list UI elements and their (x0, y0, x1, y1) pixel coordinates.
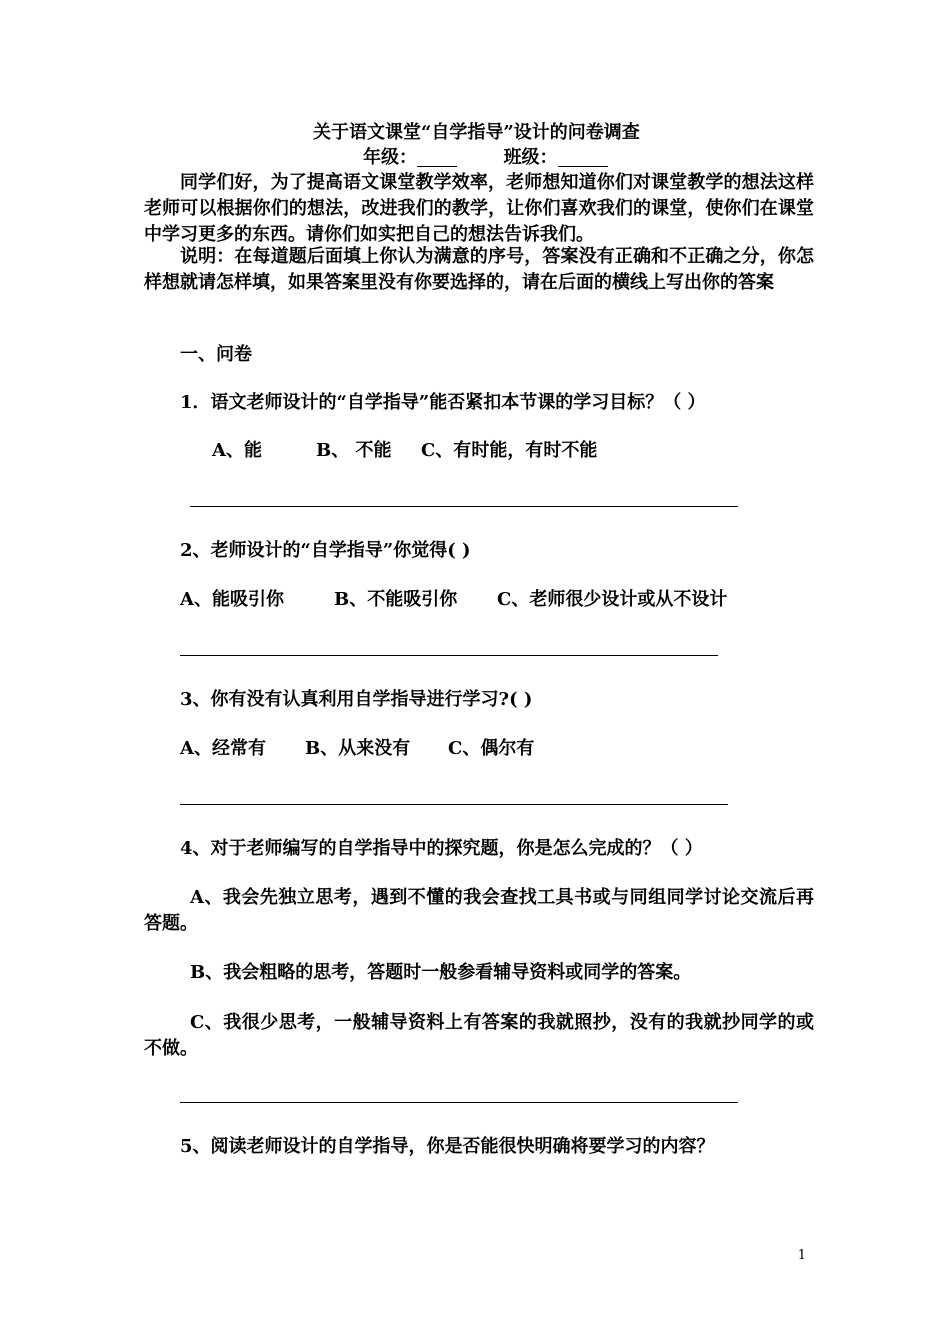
question-4: 4、对于老师编写的自学指导中的探究题，你是怎么完成的？（ ） (180, 838, 703, 859)
question-3: 3、你有没有认真利用自学指导进行学习?( ) (180, 689, 533, 710)
q4-option-a: A、我会先独立思考，遇到不懂的我会查找工具书或与同组同学讨论交流后再答题。 (144, 887, 814, 934)
q2-option-c: C、老师很少设计或从不设计 (497, 589, 728, 610)
q2-answer-line[interactable] (180, 655, 718, 656)
q3-option-a: A、经常有 (180, 738, 266, 759)
question-5: 5、阅读老师设计的自学指导，你是否能很快明确将要学习的内容？ (180, 1136, 715, 1157)
q1-option-b: B、 不能 (316, 440, 392, 461)
section-heading: 一、问卷 (180, 344, 252, 365)
grade-class-line (363, 145, 608, 171)
class-blank[interactable] (558, 146, 608, 167)
question-1: 1．语文老师设计的“自学指导”能否紧扣本节课的学习目标？（ ） (180, 392, 706, 413)
intro-paragraph: 同学们好，为了提高语文课堂教学效率，老师想知道你们对课堂教学的想法这样老师可以根据你们的想法，改进我们的教学，让你们喜欢我们的课堂，使你们在课堂中学习更多的东西。请你们如实把自己的想法告诉我们。 (144, 172, 814, 245)
class-label: 班级： (503, 147, 558, 168)
note-paragraph: 说明：在每道题后面填上你认为满意的序号，答案没有正确和不正确之分，你怎样想就请怎样填，如果答案里没有你要选择的，请在后面的横线上写出你的答案 (144, 246, 814, 293)
q4-option-c: C、我很少思考，一般辅导资料上有答案的我就照抄，没有的我就抄同学的或不做。 (144, 1012, 814, 1059)
question-2: 2、老师设计的“自学指导”你觉得( ) (180, 540, 471, 561)
q3-option-c: C、偶尔有 (448, 738, 535, 759)
page-number: 1 (797, 1248, 806, 1263)
q1-answer-line[interactable] (190, 506, 738, 507)
survey-title: 关于语文课堂“自学指导”设计的问卷调查 (313, 122, 640, 143)
q1-option-a: A、能 (212, 440, 262, 461)
q4-option-b: B、我会粗略的思考，答题时一般参看辅导资料或同学的答案。 (190, 962, 692, 983)
q1-option-c: C、有时能，有时不能 (421, 440, 598, 461)
q2-option-b: B、不能吸引你 (334, 589, 458, 610)
q3-option-b: B、从来没有 (305, 738, 411, 759)
q3-answer-line[interactable] (180, 804, 728, 805)
grade-label: 年级： (363, 147, 417, 168)
grade-blank[interactable] (417, 146, 457, 167)
q2-option-a: A、能吸引你 (180, 589, 284, 610)
q4-answer-line[interactable] (180, 1102, 738, 1103)
